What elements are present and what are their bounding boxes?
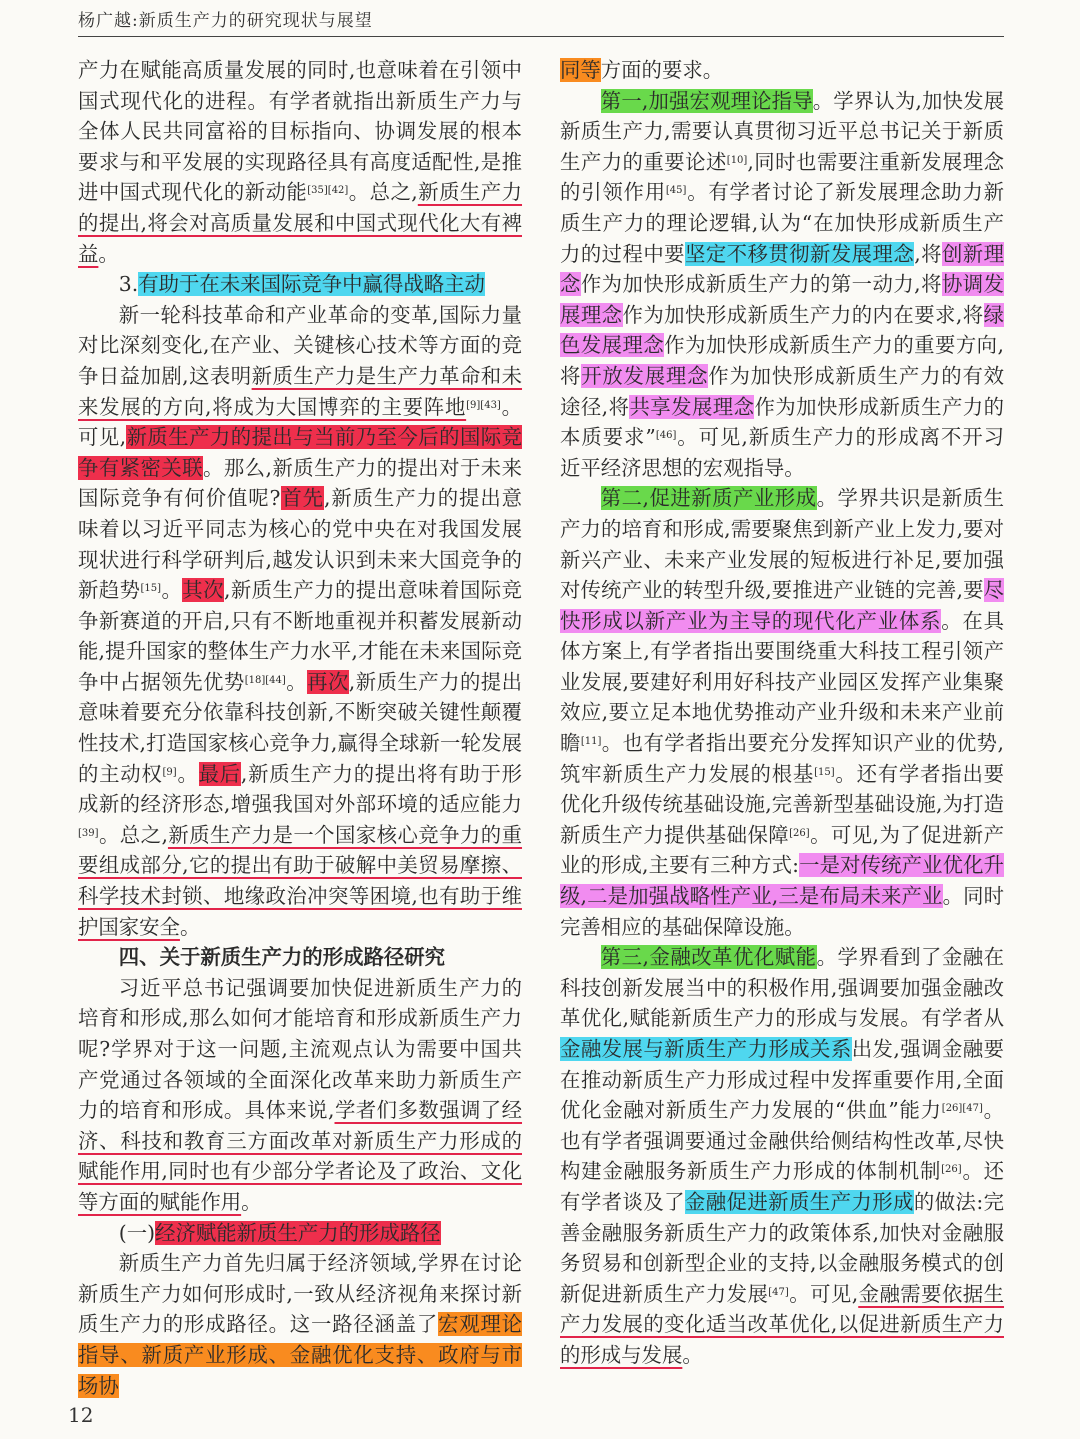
citation: [10] [726, 154, 748, 166]
point-heading: 第三,金融改革优化赋能 [600, 945, 817, 970]
highlight: 绿色发展理念 [560, 302, 1005, 358]
text: ,新质生产力的提出意味着以习近平同志为核心的党中央在对我国发展现状进行科学研判后,越发认识到未来大国竞争的新趋势 [78, 486, 523, 603]
subsection-heading-3 [78, 269, 522, 300]
highlight: 共享发展理念 [629, 394, 755, 419]
subsection-title: 经济赋能新质生产力的形成路径 [155, 1220, 441, 1245]
text: ,同时也需要注重新发展理念的引领作用 [560, 149, 1004, 205]
underlined-text: 新质生产力是生产力革命和未来发展的方向,将成为大国博弈的主要阵地 [78, 363, 523, 419]
subsection-number: 3. [118, 272, 139, 297]
text: 作为加快形成新质生产力的第一动力,将 [580, 272, 942, 297]
text: 作为加快形成新质生产力的重要方向,将 [560, 333, 1004, 388]
paragraph [560, 483, 1004, 942]
highlight: 同等 [560, 58, 601, 82]
citation: [26][47] [941, 1103, 983, 1115]
highlight: 再次 [307, 669, 349, 694]
citation: [46] [655, 430, 677, 442]
section-heading-4: 四、关于新质生产力的形成路径研究 [118, 945, 446, 970]
text: 。在具体方案上,有学者指出要围绕重大科技工程引领产业发展,要建好利用好科技产业园区发挥产业集聚效应,要立足本地优势推动产业升级和未来产业前瞻 [560, 608, 1005, 756]
text: 。也有学者强调要通过金融供给侧结构性改革,尽快构建金融服务新质生产力形成的体制机制 [560, 1098, 1005, 1184]
text: 。 [285, 669, 308, 694]
highlight: 其次 [182, 578, 224, 603]
point-heading: 第二,促进新质产业形成 [600, 486, 817, 511]
text: 。有学者讨论了新发展理念助力新质生产力的理论逻辑,认为“在加快形成新质生产力的过程中要 [560, 180, 1005, 266]
citation: [26] [789, 827, 810, 839]
subsection-title: 有助于在未来国际竞争中赢得战略主动 [138, 272, 485, 297]
text: 。学界看到了金融在科技创新发展当中的积极作用,强调要加强金融改革优化,赋能新质生产力的形成与发展。有学者从 [560, 945, 1005, 1031]
paragraph-cont [560, 55, 1004, 86]
citation: [9][43] [466, 399, 501, 411]
text: 。可见,新质生产力的形成离不开习近平经济思想的宏观指导。 [560, 425, 1004, 480]
right-column [560, 55, 1004, 1371]
text: ,新质生产力的提出意味着要充分依靠科技创新,不断突破关键性颠覆性技术,打造国家核心竞争力,赢得全球新一轮发展的主动权 [78, 669, 523, 786]
highlight: 协调发展理念 [560, 272, 1005, 327]
text: 。学界共识是新质生产力的培育和形成,需要聚焦到新产业上发力,要对新兴产业、未来产业发展的短板进行补足,要加强对传统产业的转型升级,要推进产业链的完善,要 [560, 486, 1005, 603]
highlight: 金融发展与新质生产力形成关系 [560, 1037, 852, 1061]
highlight: 坚定不移贯彻新发展理念 [685, 241, 915, 266]
citation: [9] [162, 766, 177, 778]
text: 。可见, [78, 394, 523, 450]
highlight: 金融促进新质生产力形成 [684, 1189, 914, 1214]
text: 。还有学者指出要优化升级传统基础设施,完善新型基础设施,为打造新质生产力提供基础保障 [560, 761, 1005, 847]
running-header: 杨广越:新质生产力的研究现状与展望 [78, 11, 373, 31]
highlight: 首先 [280, 486, 324, 511]
text: 。 [241, 1189, 262, 1214]
citation: [39] [78, 827, 99, 839]
paragraph-cont [78, 55, 522, 269]
paragraph [78, 973, 522, 1218]
text: 。 [179, 914, 201, 939]
text: 习近平总书记强调要加快促进新质生产力的培育和形成,那么如何才能培育和形成新质生产力呢?学界对于这一问题,主流观点认为需要中国共产党通过各领域的全面深化改革来助力新质生产力的培育和形成。具体来说, [78, 975, 522, 1123]
citation: [45] [665, 185, 687, 197]
text: 产力在赋能高质量发展的同时,也意味着在引领中国式现代化的进程。有学者就指出新质生产力与全体人民共同富裕的目标指向、协调发展的根本要求与和平发展的实现路径具有高度适配性,是推进中国式现代化的新动能 [78, 58, 522, 205]
text: ,新质生产力的提出将有助于形成新的经济形态,增强我国对外部环境的适应能力 [78, 761, 523, 817]
citation: [11] [580, 736, 602, 748]
text: 新质生产力首先归属于经济领域,学界在讨论新质生产力如何形成时,一致从经济视角来探讨新质生产力的形成路径。这一路径涵盖了 [78, 1251, 522, 1337]
point-heading: 第一,加强宏观理论指导 [600, 88, 813, 113]
text: 。 [682, 1342, 703, 1367]
text: 。也有学者指出要充分发挥知识产业的优势,筑牢新质生产力发展的根基 [560, 731, 1004, 786]
citation: [18][44] [244, 674, 286, 686]
text: 。还有学者谈及了 [560, 1159, 1005, 1214]
underlined-text: 新质生产力是一个国家核心竞争力的重要组成部分,它的提出有助于破解中美贸易摩擦、科学技术封锁、地缘政治冲突等困境,也有助于维护国家安全 [78, 822, 523, 939]
highlight: 一是对传统产业优化升级,二是加强战略性产业,三是布局未来产业 [560, 853, 1004, 909]
text: 的做法:完善金融服务新质生产力的政策体系,加快对金融服务贸易和创新型企业的支持,以金融服务模式的创新促进新质生产力发展 [560, 1189, 1005, 1306]
text: 作为加快形成新质生产力的本质要求” [560, 394, 1005, 450]
text: 新一轮科技革命和产业革命的变革,国际力量对比深刻变化,在产业、关键核心技术等方面的竞争日益加剧,这表明 [78, 302, 522, 388]
text: 。 [176, 761, 199, 786]
subsection-number: (一) [118, 1220, 156, 1245]
text: 。 [98, 241, 119, 266]
paragraph [78, 1248, 522, 1401]
citation: [35][42] [307, 185, 349, 197]
text: 作为加快形成新质生产力的有效途径,将 [560, 363, 1005, 419]
left-column [78, 55, 522, 1401]
subsection-heading-4-1 [78, 1218, 522, 1249]
text: ,新质生产力的提出意味着国际竞争新赛道的开启,只有不断地重视并积蓄发展新动能,提升国家的整体生产力水平,才能在未来国际竞争中占据领先优势 [78, 578, 523, 694]
highlight: 创新理念 [560, 241, 1005, 297]
citation: [15] [140, 583, 162, 595]
paragraph [78, 300, 522, 942]
text: 。可见, [788, 1281, 859, 1306]
underlined-text: 金融需要依据生产力发展的变化适当改革优化,以促进新质生产力的形成与发展 [560, 1281, 1005, 1367]
underlined-text: 新质生产力的提出,将会对高质量发展和中国式现代化大有裨益 [78, 180, 523, 266]
text: 。总之, [98, 822, 168, 847]
text: 。总之, [348, 180, 418, 205]
citation: [15] [814, 766, 835, 778]
text: 。学界认为,加快发展新质生产力,需要认真贯彻习近平总书记关于新质生产力的重要论述 [560, 88, 1004, 174]
text: 。那么,新质生产力的提出对于未来国际竞争有何价值呢? [78, 455, 523, 511]
text: ,将 [914, 241, 942, 266]
paragraph [560, 942, 1004, 1370]
text: 。同时完善相应的基础保障设施。 [560, 884, 1005, 939]
page-number: 12 [68, 1403, 94, 1427]
text: 。 [161, 578, 183, 603]
citation: [26] [941, 1164, 962, 1176]
text: 方面的要求。 [600, 58, 724, 82]
highlight: 开放发展理念 [581, 363, 709, 388]
paragraph [560, 86, 1004, 484]
text: 。可见,为了促进新产业的形成,主要有三种方式: [560, 822, 1005, 878]
highlight: 新质生产力的提出与当前乃至今后的国际竞争有紧密关联 [78, 425, 523, 480]
highlight: 最后 [198, 761, 241, 786]
citation: [47] [768, 1286, 789, 1298]
highlight: 宏观理论指导、新质产业形成、金融优化支持、政府与市场协 [78, 1312, 523, 1398]
text: 作为加快形成新质生产力的内在要求,将 [622, 302, 984, 327]
header-rule [78, 36, 1004, 37]
text: 出发,强调金融要在推动新质生产力形成过程中发挥重要作用,全面优化金融对新质生产力发展的“供血”能力 [560, 1037, 1005, 1123]
highlight: 尽快形成以新产业为主导的现代化产业体系 [560, 578, 1004, 633]
underlined-text: 学者们多数强调了经济、科技和教育三方面改革对新质生产力形成的赋能作用,同时也有少部分学者论及了政治、文化等方面的赋能作用 [78, 1098, 523, 1214]
